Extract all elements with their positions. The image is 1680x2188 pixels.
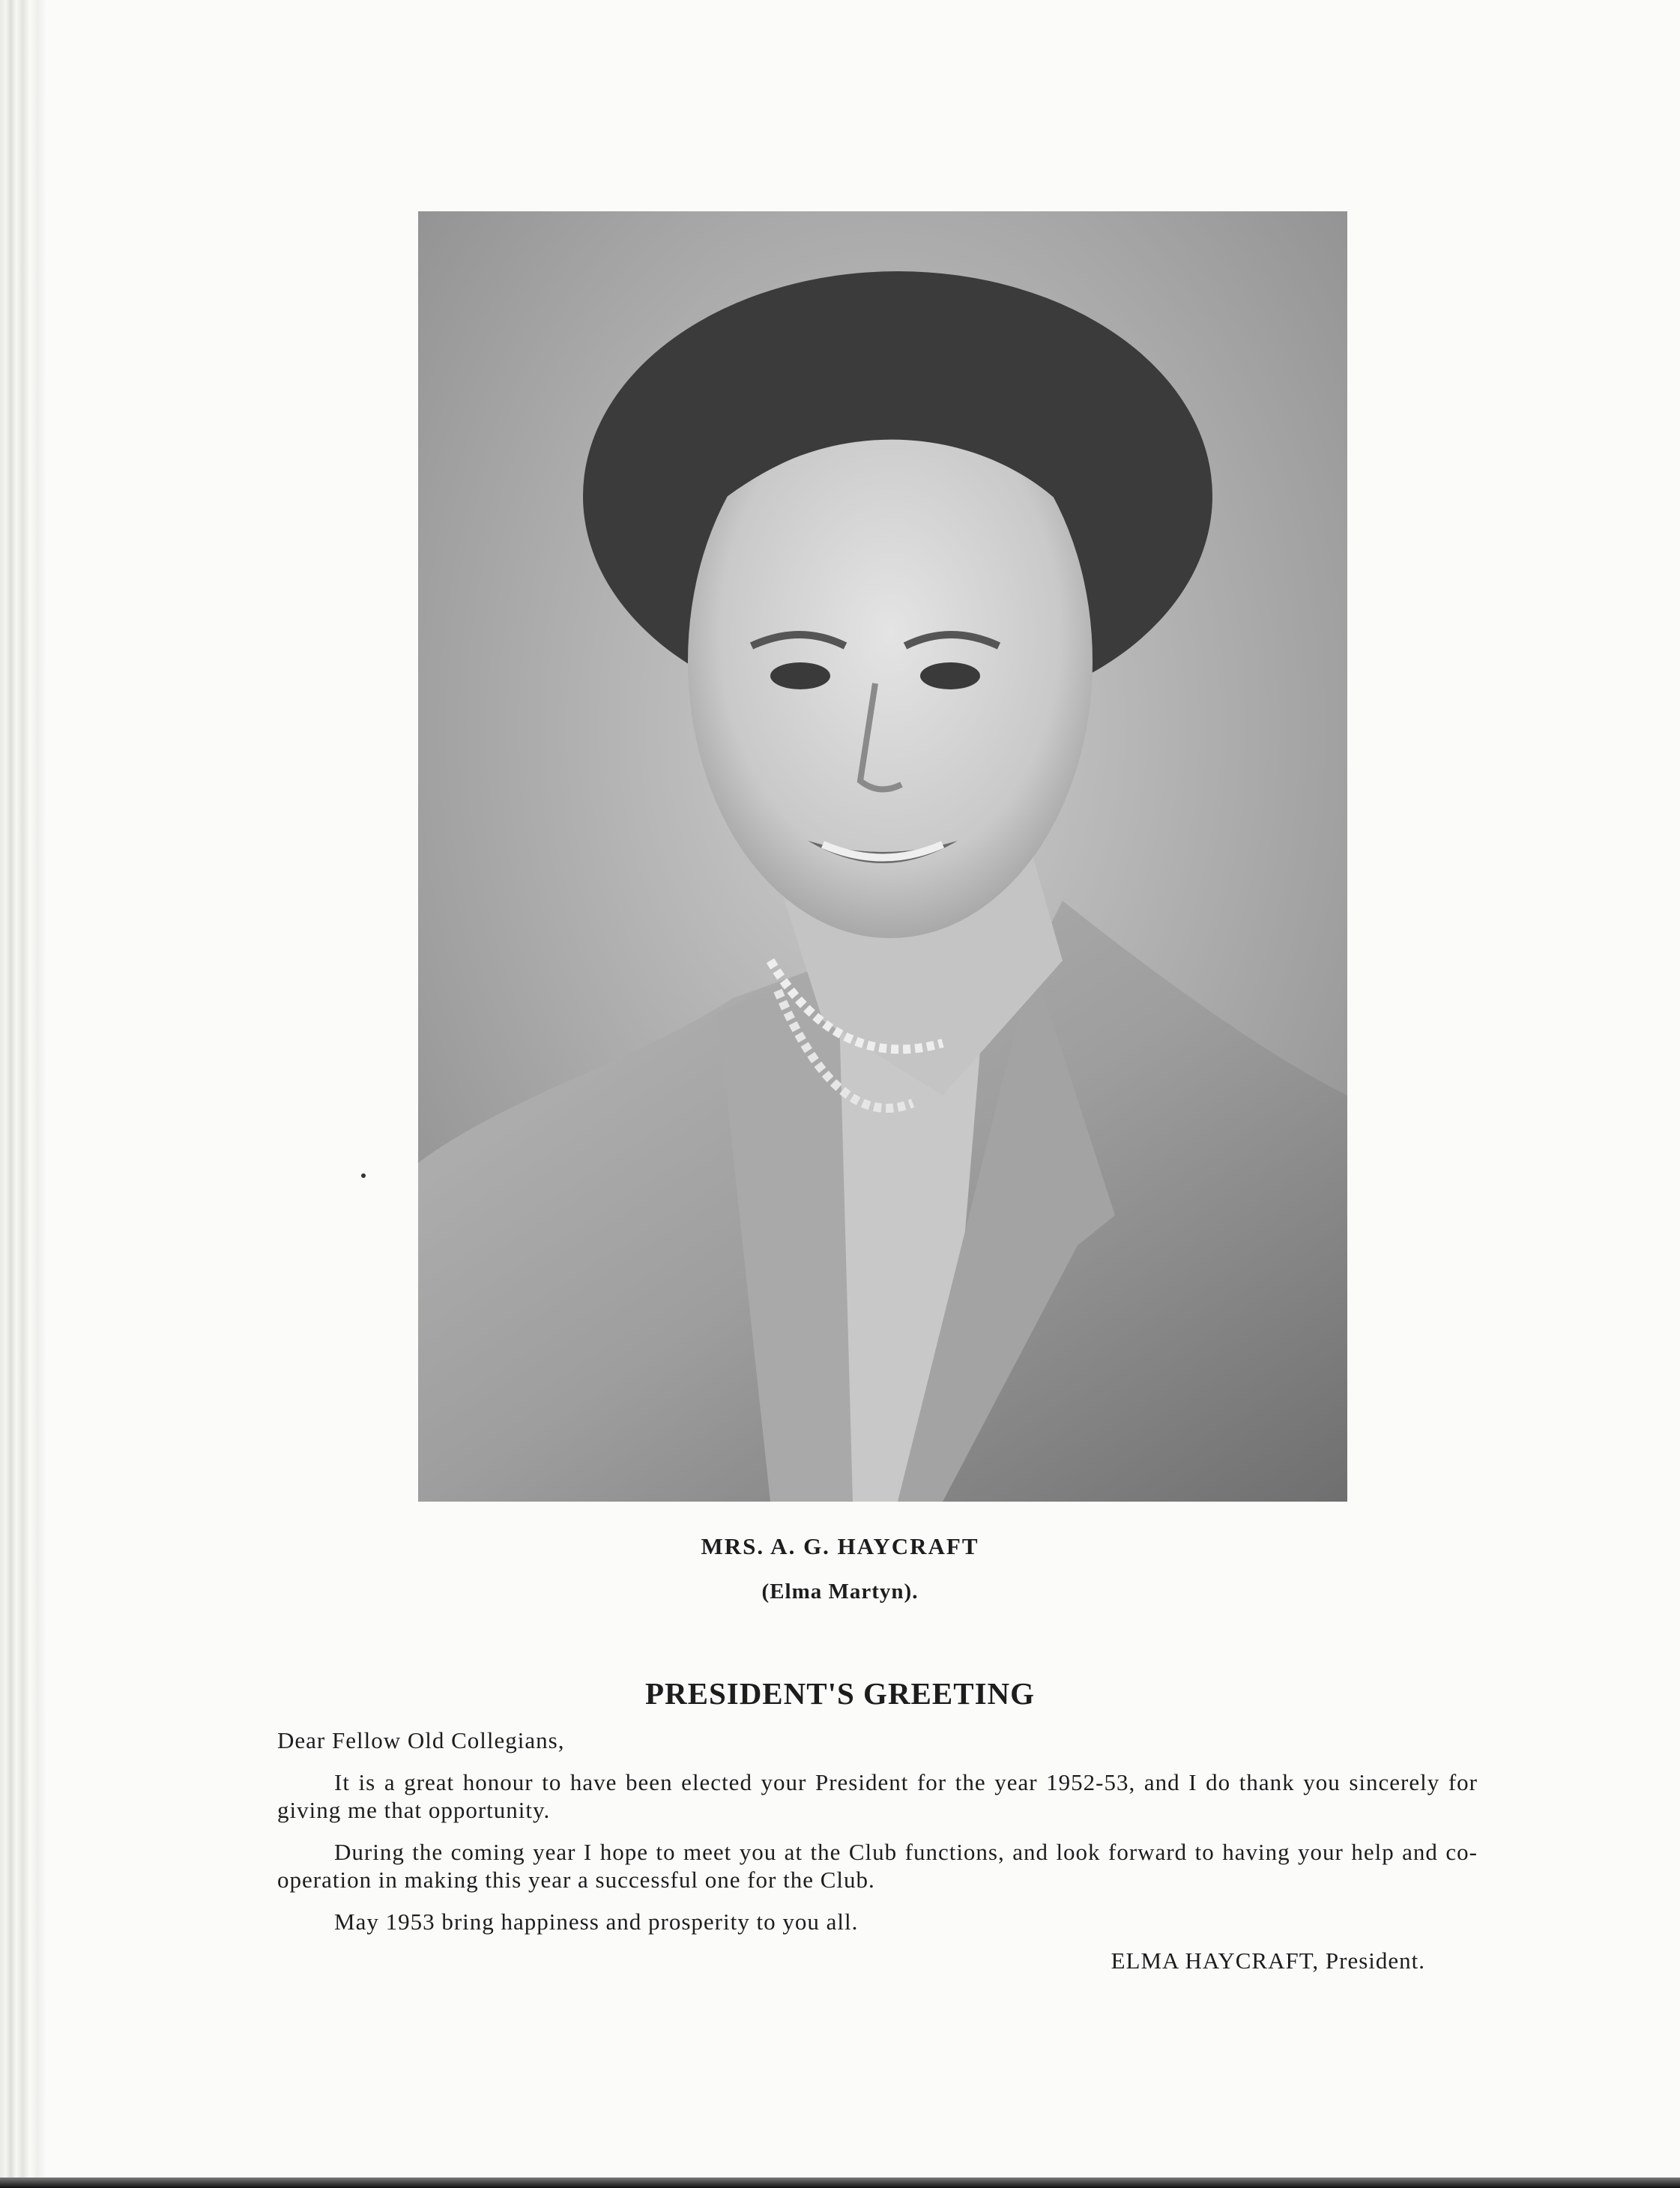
letter-signature: ELMA HAYCRAFT, President.: [1111, 1947, 1425, 1974]
scan-bottom-edge: [0, 2178, 1680, 2188]
portrait-photo: [418, 211, 1347, 1502]
letter-paragraph: May 1953 bring happiness and prosperity to you all.: [334, 1909, 859, 1935]
scan-speck: [361, 1173, 366, 1178]
page-edge: [0, 0, 46, 2188]
photo-caption-maiden-name: (Elma Martyn).: [761, 1580, 919, 1604]
greeting-heading: PRESIDENT'S GREETING: [644, 1676, 1036, 1711]
photo-caption-name: MRS. A. G. HAYCRAFT: [701, 1533, 979, 1559]
letter-paragraph: It is a great honour to have been elected your President for the year 1952-53, and I do thank you sincerely for giving me that opportunity.: [277, 1769, 1478, 1823]
letter-salutation: Dear Fellow Old Collegians,: [277, 1727, 565, 1753]
greeting-letter: [277, 1726, 1478, 1989]
letter-paragraph: During the coming year I hope to meet you at the Club functions, and look forward to having your help and co-operation in making this year a successful one for the Club.: [277, 1839, 1478, 1893]
